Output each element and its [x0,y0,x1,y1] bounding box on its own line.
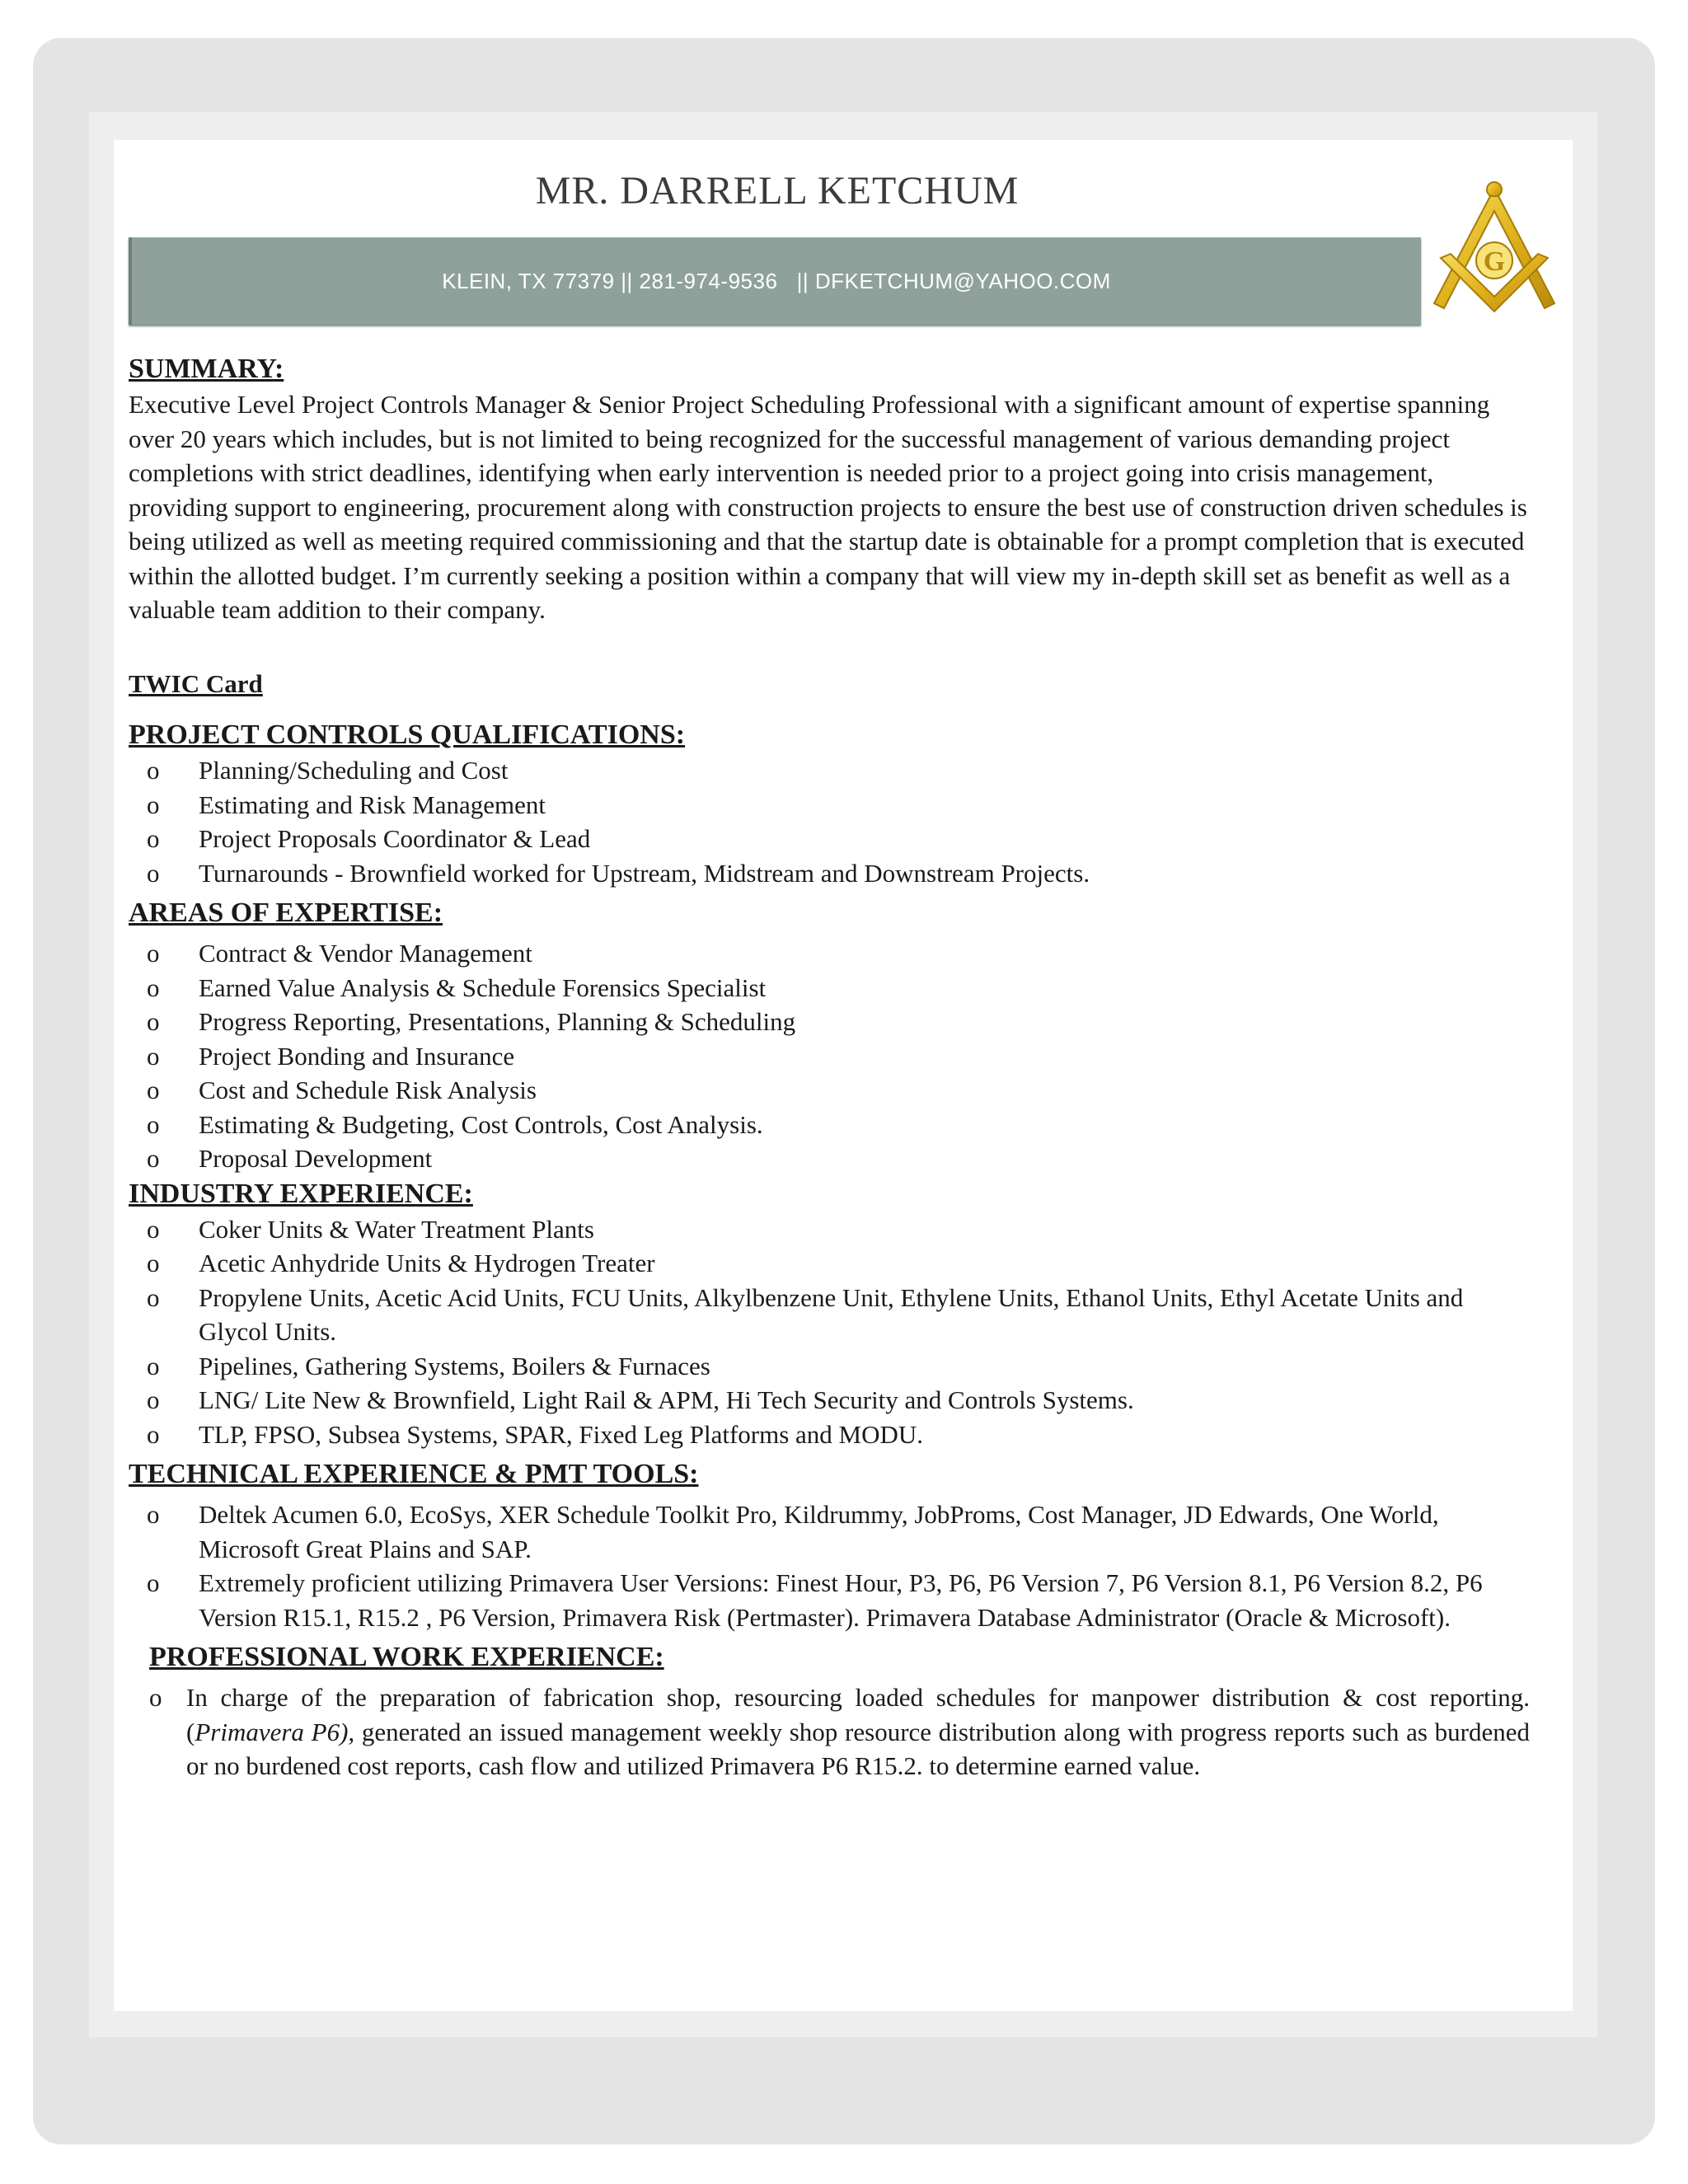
list-item: o Planning/Scheduling and Cost [147,756,509,785]
list-item: o Proposal Development [147,1144,433,1173]
resume-page [114,140,1573,2011]
list-item: o LNG/ Lite New & Brownfield, Light Rail & APM, Hi Tech Security and Controls Systems. [147,1385,1134,1414]
list-item: o Estimating & Budgeting, Cost Controls, Cost Analysis. [147,1109,763,1139]
list-item: o Earned Value Analysis & Schedule Forensics Specialist [147,972,767,1002]
list-item: o Estimating and Risk Management [147,790,546,819]
technical-list [129,1497,1530,1634]
qualifications-heading: PROJECT CONTROLS QUALIFICATIONS: [129,719,686,750]
contact-info: KLEIN, TX 77379 || 281-974-9536 || DFKETCHUM@YAHOO.COM [442,268,1111,293]
list-item: o Progress Reporting, Presentations, Planning & Scheduling [147,1007,796,1036]
expertise-heading: AREAS OF EXPERTISE: [129,898,443,928]
list-item: o Turnarounds - Brownfield worked for Upstream, Midstream and Downstream Projects. [147,858,1090,888]
list-item: o Deltek Acumen 6.0, EcoSys, XER Schedule Toolkit Pro, Kildrummy, JobProms, Cost Manager, JD Edwards, One World, Microsoft Great Plains and SAP. [147,1500,1439,1563]
list-item: o Pipelines, Gathering Systems, Boilers & Furnaces [147,1351,710,1380]
list-item: o Coker Units & Water Treatment Plants [147,1214,594,1244]
list-item: o Project Bonding and Insurance [147,1041,515,1071]
work-heading: PROFESSIONAL WORK EXPERIENCE: [149,1642,664,1672]
resume-content [129,351,1530,1783]
contact-bar [129,237,1421,325]
industry-heading: INDUSTRY EXPERIENCE: [129,1178,473,1209]
svg-text:G: G [1483,246,1506,277]
list-item: o Extremely proficient utilizing Primavera User Versions: Finest Hour, P3, P6, P6 Version 7, P6 Version 8.1, P6 Version 8.2, P6 Version R15.1, R15.2 , P6 Version, Primavera Risk (Pertmaster). Primavera Database Administrator (Oracle & Microsoft). [147,1568,1483,1632]
list-item: o In charge of the preparation of fabrication shop, resourcing loaded schedules for manpower distribution & cost reporting. (Primavera P6), generated an issued management weekly shop resource distribution along with progress reports such as burdened or no burdened cost reports, cash flow and utilized Primavera P6 R15.2. to determine earned value. [149,1683,1530,1780]
square-and-compass-icon [1432,180,1556,320]
list-item: o Project Proposals Coordinator & Lead [147,824,591,853]
list-item: o Contract & Vendor Management [147,939,532,968]
candidate-name: MR. DARRELL KETCHUM [535,169,1020,213]
work-list [129,1680,1530,1783]
qualifications-list [129,753,1530,890]
list-item: o TLP, FPSO, Subsea Systems, SPAR, Fixed Leg Platforms and MODU. [147,1419,924,1449]
list-item: o Cost and Schedule Risk Analysis [147,1076,537,1104]
technical-heading: TECHNICAL EXPERIENCE & PMT TOOLS: [129,1459,699,1489]
list-item: o Acetic Anhydride Units & Hydrogen Treater [147,1249,655,1277]
twic-card: TWIC Card [129,668,263,698]
industry-list [129,1212,1530,1452]
summary-text: Executive Level Project Controls Manager & Senior Project Scheduling Professional with a significant amount of expertise spanning over 20 years which includes, but is not limited to being recognized for the successful management of various demanding project completions with strict deadlines, identifying when early intervention is needed prior to a project going into crisis management, providing support to engineering, procurement along with construction projects to ensure the best use of construction driven schedules is being utilized as well as meeting required commissioning and that the startup date is obtainable for a prompt completion that is executed within the allotted budget. I’m currently seeking a position within a company that will view my in-depth skill set as benefit as well as a valuable team addition to their company. [129,390,1527,624]
expertise-list [129,936,1530,1176]
summary-heading: SUMMARY: [129,354,284,384]
list-item: o Propylene Units, Acetic Acid Units, FCU Units, Alkylbenzene Unit, Ethylene Units, Ethanol Units, Ethyl Acetate Units and Glycol Units. [147,1282,1464,1346]
